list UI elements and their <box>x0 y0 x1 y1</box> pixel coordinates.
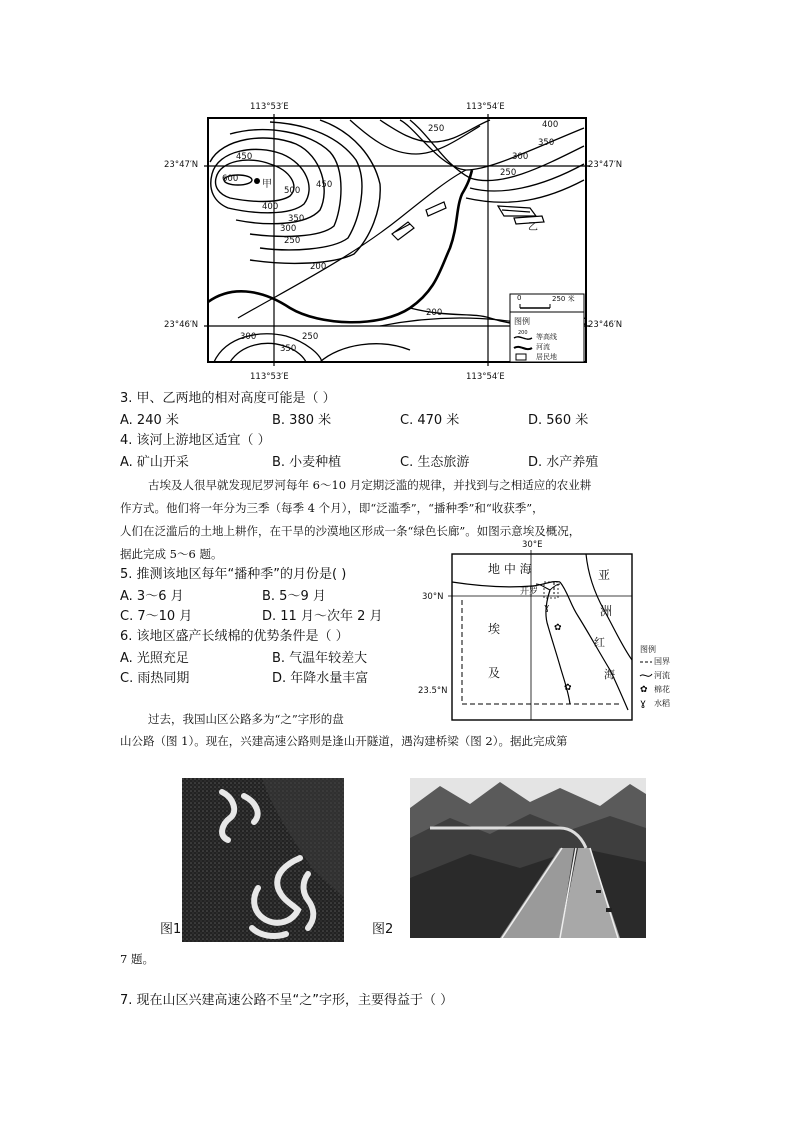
lat-label-top-right: 23°47′N <box>588 160 623 170</box>
figure-1-caption: 图1 <box>160 922 182 937</box>
question-6-stem: 6. 该地区盛产长绒棉的优势条件是（ ） <box>120 629 349 644</box>
contour-label: 250 <box>302 332 319 342</box>
question-4-option-c[interactable]: C. 生态旅游 <box>400 455 470 470</box>
lat-label-top-left: 23°47′N <box>164 160 199 170</box>
figure-2-photo <box>410 778 646 938</box>
contour-label: 300 <box>240 332 257 342</box>
legend-river: 河流 <box>536 343 550 351</box>
figure-1-photo <box>182 778 344 942</box>
label-cairo: 开罗 <box>520 587 539 597</box>
scale-zero: 0 <box>517 294 522 302</box>
scale-value: 250 米 <box>552 295 575 303</box>
question-6-option-c[interactable]: C. 雨热同期 <box>120 671 190 686</box>
question-4-option-b[interactable]: B. 小麦种植 <box>272 455 342 470</box>
question-6-option-a[interactable]: A. 光照充足 <box>120 651 189 666</box>
question-5-stem: 5. 推测该地区每年“播种季”的月份是( ) <box>120 567 347 582</box>
cotton-icon: ✿ <box>564 683 572 693</box>
question-6-option-b[interactable]: B. 气温年较差大 <box>272 651 368 666</box>
contour-label: 600 <box>222 174 239 184</box>
label-asia-2: 洲 <box>600 604 613 618</box>
figure-1-svg <box>182 778 344 942</box>
question-4-stem: 4. 该河上游地区适宜（ ） <box>120 433 271 448</box>
egypt-map <box>418 540 678 724</box>
question-5-option-a[interactable]: A. 3～6 月 <box>120 589 184 604</box>
legend-rice-icon: ɣ <box>640 698 646 709</box>
figure-2-svg <box>410 778 646 938</box>
settlements <box>392 202 544 240</box>
contour-label: 250 <box>500 168 517 178</box>
lat-label-bottom-left: 23°46′N <box>164 320 199 330</box>
legend-contour-sample: 200 <box>518 330 528 336</box>
question-3-option-d[interactable]: D. 560 米 <box>528 413 589 428</box>
egypt-lat-bottom-label: 23.5°N <box>418 686 448 696</box>
passage-2-line-1: 过去，我国山区公路多为“之”字形的盘 <box>148 712 344 726</box>
passage-2-line-2: 山公路（图 1）。现在，兴建高速公路则是逢山开隧道，遇沟建桥梁（图 2）。据此完成第 <box>120 734 568 748</box>
contour-label: 300 <box>512 152 529 162</box>
contour-map-svg <box>170 98 640 388</box>
rice-icon: ɣ <box>544 603 550 613</box>
egypt-legend-rice: 水稻 <box>654 699 670 708</box>
contour-label: 450 <box>316 180 333 190</box>
passage-1-line-3: 人们在泛滥后的土地上耕作，在干旱的沙漠地区形成一条“绿色长廊”。如图示意埃及概况， <box>120 524 581 538</box>
contour-label: 400 <box>262 202 279 212</box>
egypt-lat-top-label: 30°N <box>422 592 444 602</box>
egypt-legend-title: 图例 <box>640 645 656 654</box>
legend-settlement: 居民地 <box>536 353 557 361</box>
contour-label: 350 <box>288 214 305 224</box>
contour-label: 250 <box>428 124 445 134</box>
contour-label: 500 <box>284 186 301 196</box>
contour-label: 250 <box>284 236 301 246</box>
label-egypt-2: 及 <box>488 666 501 680</box>
lon-label-right: 113°54′E <box>466 102 505 112</box>
contours-ridge <box>350 120 584 202</box>
question-4-option-a[interactable]: A. 矿山开采 <box>120 455 189 470</box>
question-3-option-a[interactable]: A. 240 米 <box>120 413 179 428</box>
lon-label-right-bottom: 113°54′E <box>466 372 505 382</box>
egypt-legend-cotton: 棉花 <box>654 685 670 694</box>
label-asia-1: 亚 <box>598 568 611 582</box>
legend-contour: 等高线 <box>536 333 557 341</box>
legend-cotton-icon: ✿ <box>640 685 648 695</box>
label-egypt-1: 埃 <box>488 622 501 636</box>
question-4-option-d[interactable]: D. 水产养殖 <box>528 455 599 470</box>
lon-label-left: 113°53′E <box>250 102 289 112</box>
question-5-option-b[interactable]: B. 5～9 月 <box>262 589 326 604</box>
contour-label: 200 <box>426 308 443 318</box>
egypt-legend-river: 河流 <box>654 671 670 680</box>
contour-label: 300 <box>280 224 297 234</box>
lat-label-bottom-right: 23°46′N <box>588 320 623 330</box>
lon-label-left-bottom: 113°53′E <box>250 372 289 382</box>
question-3-option-b[interactable]: B. 380 米 <box>272 413 332 428</box>
label-mediterranean: 地 中 海 <box>488 562 532 576</box>
contour-label: 350 <box>538 138 555 148</box>
contour-map <box>164 98 640 388</box>
figure-2-caption: 图2 <box>372 922 394 937</box>
label-red-sea-1: 红 <box>594 636 605 649</box>
egypt-legend-border: 国界 <box>654 657 670 666</box>
passage-1-line-2: 作方式。他们将一年分为三季（每季 4 个月），即“泛滥季”，“播种季”和“收获季”， <box>120 501 544 515</box>
egypt-lon-label: 30°E <box>522 540 543 550</box>
label-red-sea-2: 海 <box>604 668 615 681</box>
question-6-option-d[interactable]: D. 年降水量丰富 <box>272 671 369 686</box>
place-yi: 乙 <box>528 222 538 233</box>
point-jia-dot <box>254 178 260 184</box>
contour-label: 200 <box>310 262 327 272</box>
question-3-option-c[interactable]: C. 470 米 <box>400 413 460 428</box>
question-5-option-c[interactable]: C. 7～10 月 <box>120 609 193 624</box>
passage-1-line-4: 据此完成 5～6 题。 <box>120 547 223 561</box>
legend-title: 图例 <box>514 317 530 326</box>
contour-label: 450 <box>236 152 253 162</box>
cotton-icon: ✿ <box>554 623 562 633</box>
question-5-option-d[interactable]: D. 11 月～次年 2 月 <box>262 609 383 624</box>
passage-2-line-3: 7 题。 <box>120 952 154 966</box>
question-7-stem: 7. 现在山区兴建高速公路不呈“之”字形，主要得益于（ ） <box>120 993 454 1008</box>
contour-label: 400 <box>542 120 559 130</box>
egypt-map-svg <box>418 540 678 724</box>
passage-1-line-1: 古埃及人很早就发现尼罗河每年 6～10 月定期泛滥的规律，并找到与之相适应的农业耕 <box>148 478 592 492</box>
place-jia: 甲 <box>262 179 272 190</box>
question-3-stem: 3. 甲、乙两地的相对高度可能是（ ） <box>120 391 336 406</box>
contour-label: 350 <box>280 344 297 354</box>
